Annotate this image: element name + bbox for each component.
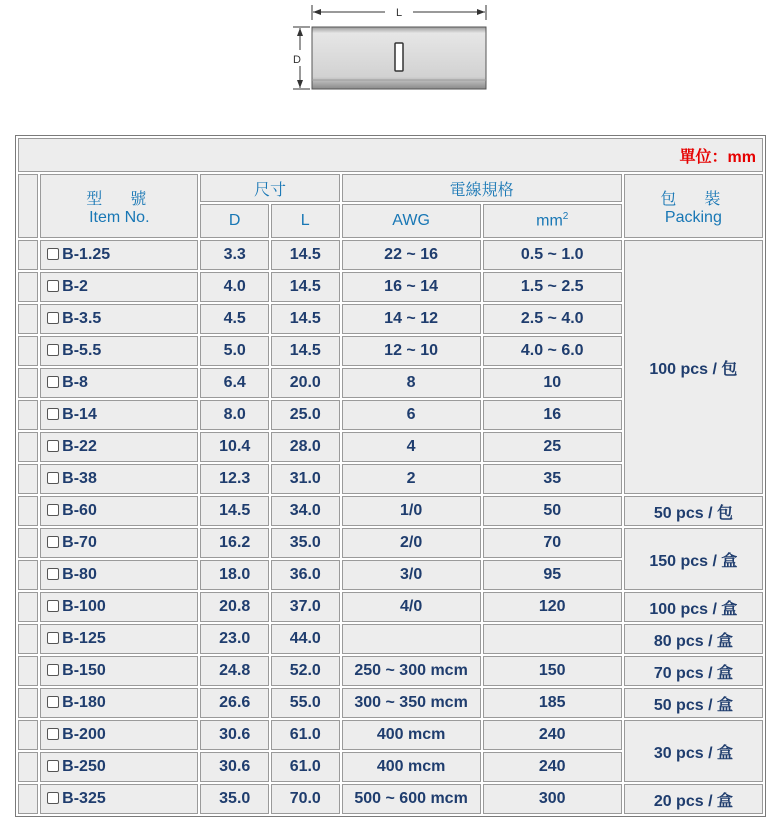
l-cell: 61.0 <box>271 720 340 750</box>
l-cell: 28.0 <box>271 432 340 462</box>
mm2-cell: 35 <box>483 464 622 494</box>
awg-cell: 8 <box>342 368 481 398</box>
item-checkbox[interactable] <box>47 504 59 516</box>
packing-cell: 150 pcs / 盒 <box>624 528 763 590</box>
header-packing <box>624 174 763 238</box>
mm2-cell: 120 <box>483 592 622 622</box>
row-stub <box>18 400 38 430</box>
awg-cell: 6 <box>342 400 481 430</box>
item-checkbox[interactable] <box>47 536 59 548</box>
mm2-cell: 95 <box>483 560 622 590</box>
item-checkbox[interactable] <box>47 792 59 804</box>
table-row <box>18 720 763 750</box>
row-stub <box>18 752 38 782</box>
row-stub <box>18 528 38 558</box>
header-size: 尺寸 <box>200 174 339 202</box>
l-cell: 55.0 <box>271 688 340 718</box>
item-label: B-1.25 <box>62 246 111 263</box>
item-checkbox[interactable] <box>47 760 59 772</box>
row-stub <box>18 560 38 590</box>
d-cell: 18.0 <box>200 560 269 590</box>
item-checkbox[interactable] <box>47 728 59 740</box>
item-label: B-100 <box>62 598 106 615</box>
awg-cell <box>342 624 481 654</box>
item-label: B-14 <box>62 406 97 423</box>
row-stub <box>18 656 38 686</box>
row-stub <box>18 464 38 494</box>
row-stub <box>18 688 38 718</box>
item-checkbox[interactable] <box>47 472 59 484</box>
packing-cell: 50 pcs / 包 <box>624 496 763 526</box>
packing-cell: 50 pcs / 盒 <box>624 688 763 718</box>
mm2-cell: 0.5 ~ 1.0 <box>483 240 622 270</box>
item-cell <box>40 336 198 366</box>
item-label: B-80 <box>62 566 97 583</box>
table-row <box>18 592 763 622</box>
mm2-cell: 25 <box>483 432 622 462</box>
mm2-cell: 4.0 ~ 6.0 <box>483 336 622 366</box>
row-stub <box>18 624 38 654</box>
header-stub <box>18 174 38 238</box>
item-checkbox[interactable] <box>47 632 59 644</box>
item-label: B-8 <box>62 374 88 391</box>
unit-label: 單位：mm <box>18 138 763 172</box>
dimension-d-label: D <box>293 54 301 66</box>
item-cell <box>40 496 198 526</box>
dimension-d <box>293 27 310 89</box>
header-pack-en: Packing <box>664 208 722 226</box>
awg-cell: 2 <box>342 464 481 494</box>
packing-cell: 20 pcs / 盒 <box>624 784 763 814</box>
awg-cell: 250 ~ 300 mcm <box>342 656 481 686</box>
l-cell: 61.0 <box>271 752 340 782</box>
item-label: B-200 <box>62 726 106 743</box>
d-cell: 5.0 <box>200 336 269 366</box>
awg-cell: 12 ~ 10 <box>342 336 481 366</box>
awg-cell: 16 ~ 14 <box>342 272 481 302</box>
item-cell <box>40 272 198 302</box>
butt-splice-diagram <box>288 0 498 100</box>
awg-cell: 300 ~ 350 mcm <box>342 688 481 718</box>
item-cell <box>40 240 198 270</box>
table-row <box>18 784 763 814</box>
l-cell: 14.5 <box>271 272 340 302</box>
row-stub <box>18 496 38 526</box>
packing-cell: 100 pcs / 盒 <box>624 592 763 622</box>
item-checkbox[interactable] <box>47 376 59 388</box>
item-checkbox[interactable] <box>47 344 59 356</box>
d-cell: 26.6 <box>200 688 269 718</box>
awg-cell: 4 <box>342 432 481 462</box>
item-label: B-5.5 <box>62 342 102 359</box>
row-stub <box>18 592 38 622</box>
mm2-cell: 185 <box>483 688 622 718</box>
packing-cell: 100 pcs / 包 <box>624 240 763 494</box>
item-checkbox[interactable] <box>47 312 59 324</box>
awg-cell: 14 ~ 12 <box>342 304 481 334</box>
row-stub <box>18 304 38 334</box>
header-item-zh: 型 號 <box>86 190 153 208</box>
item-checkbox[interactable] <box>47 568 59 580</box>
item-label: B-60 <box>62 502 97 519</box>
item-label: B-2 <box>62 278 88 295</box>
awg-cell: 3/0 <box>342 560 481 590</box>
mm2-cell: 300 <box>483 784 622 814</box>
row-stub <box>18 240 38 270</box>
awg-cell: 1/0 <box>342 496 481 526</box>
table-row <box>18 656 763 686</box>
mm2-cell: 10 <box>483 368 622 398</box>
d-cell: 3.3 <box>200 240 269 270</box>
dimension-l-label: L <box>395 7 403 19</box>
packing-cell: 30 pcs / 盒 <box>624 720 763 782</box>
header-d: D <box>200 204 269 238</box>
awg-cell: 400 mcm <box>342 752 481 782</box>
mm2-cell: 240 <box>483 752 622 782</box>
l-cell: 34.0 <box>271 496 340 526</box>
d-cell: 10.4 <box>200 432 269 462</box>
d-cell: 4.5 <box>200 304 269 334</box>
mm2-cell: 50 <box>483 496 622 526</box>
item-checkbox[interactable] <box>47 600 59 612</box>
mm2-cell: 240 <box>483 720 622 750</box>
item-label: B-325 <box>62 790 106 807</box>
row-stub <box>18 272 38 302</box>
l-cell: 52.0 <box>271 656 340 686</box>
packing-cell: 80 pcs / 盒 <box>624 624 763 654</box>
item-cell <box>40 368 198 398</box>
item-cell <box>40 400 198 430</box>
l-cell: 35.0 <box>271 528 340 558</box>
row-stub <box>18 720 38 750</box>
d-cell: 24.8 <box>200 656 269 686</box>
d-cell: 14.5 <box>200 496 269 526</box>
d-cell: 20.8 <box>200 592 269 622</box>
d-cell: 6.4 <box>200 368 269 398</box>
awg-cell: 2/0 <box>342 528 481 558</box>
item-cell <box>40 432 198 462</box>
row-stub <box>18 368 38 398</box>
l-cell: 37.0 <box>271 592 340 622</box>
l-cell: 25.0 <box>271 400 340 430</box>
d-cell: 35.0 <box>200 784 269 814</box>
header-mm-sup: 2 <box>562 211 569 223</box>
table-row <box>18 528 763 558</box>
row-stub <box>18 336 38 366</box>
awg-cell: 500 ~ 600 mcm <box>342 784 481 814</box>
l-cell: 14.5 <box>271 240 340 270</box>
table-row <box>18 624 763 654</box>
item-label: B-150 <box>62 662 106 679</box>
l-cell: 14.5 <box>271 336 340 366</box>
item-cell <box>40 624 198 654</box>
d-cell: 23.0 <box>200 624 269 654</box>
dimension-l <box>312 5 486 20</box>
item-cell <box>40 464 198 494</box>
d-cell: 4.0 <box>200 272 269 302</box>
item-cell <box>40 752 198 782</box>
d-cell: 8.0 <box>200 400 269 430</box>
header-item-en: Item No. <box>89 208 150 226</box>
table-row <box>18 240 763 270</box>
l-cell: 20.0 <box>271 368 340 398</box>
l-cell: 36.0 <box>271 560 340 590</box>
awg-cell: 400 mcm <box>342 720 481 750</box>
item-checkbox[interactable] <box>47 696 59 708</box>
table-row <box>18 496 763 526</box>
item-label: B-3.5 <box>62 310 102 327</box>
item-label: B-38 <box>62 470 97 487</box>
awg-cell: 4/0 <box>342 592 481 622</box>
item-label: B-180 <box>62 694 106 711</box>
item-cell <box>40 784 198 814</box>
item-cell <box>40 592 198 622</box>
item-label: B-250 <box>62 758 106 775</box>
d-cell: 16.2 <box>200 528 269 558</box>
splice-body <box>312 27 486 89</box>
mm2-cell: 70 <box>483 528 622 558</box>
header-wire: 電線規格 <box>342 174 622 202</box>
mm2-cell: 1.5 ~ 2.5 <box>483 272 622 302</box>
item-cell <box>40 560 198 590</box>
item-checkbox[interactable] <box>47 408 59 420</box>
item-label: B-125 <box>62 630 106 647</box>
awg-cell: 22 ~ 16 <box>342 240 481 270</box>
item-checkbox[interactable] <box>47 248 59 260</box>
header-pack-zh: 包 裝 <box>660 190 727 208</box>
mm2-cell: 150 <box>483 656 622 686</box>
item-checkbox[interactable] <box>47 280 59 292</box>
row-stub <box>18 784 38 814</box>
item-checkbox[interactable] <box>47 664 59 676</box>
item-checkbox[interactable] <box>47 440 59 452</box>
d-cell: 12.3 <box>200 464 269 494</box>
header-item <box>40 174 198 238</box>
l-cell: 31.0 <box>271 464 340 494</box>
l-cell: 44.0 <box>271 624 340 654</box>
item-label: B-22 <box>62 438 97 455</box>
header-mm: mm <box>536 212 563 230</box>
item-cell <box>40 304 198 334</box>
header-l: L <box>271 204 340 238</box>
item-cell <box>40 656 198 686</box>
item-cell <box>40 528 198 558</box>
header-mm2 <box>483 204 622 238</box>
row-stub <box>18 432 38 462</box>
item-cell <box>40 688 198 718</box>
item-cell <box>40 720 198 750</box>
packing-cell: 70 pcs / 盒 <box>624 656 763 686</box>
item-label: B-70 <box>62 534 97 551</box>
d-cell: 30.6 <box>200 720 269 750</box>
d-cell: 30.6 <box>200 752 269 782</box>
spec-table <box>15 135 766 817</box>
l-cell: 14.5 <box>271 304 340 334</box>
mm2-cell <box>483 624 622 654</box>
mm2-cell: 16 <box>483 400 622 430</box>
header-awg: AWG <box>342 204 481 238</box>
mm2-cell: 2.5 ~ 4.0 <box>483 304 622 334</box>
table-row <box>18 688 763 718</box>
l-cell: 70.0 <box>271 784 340 814</box>
